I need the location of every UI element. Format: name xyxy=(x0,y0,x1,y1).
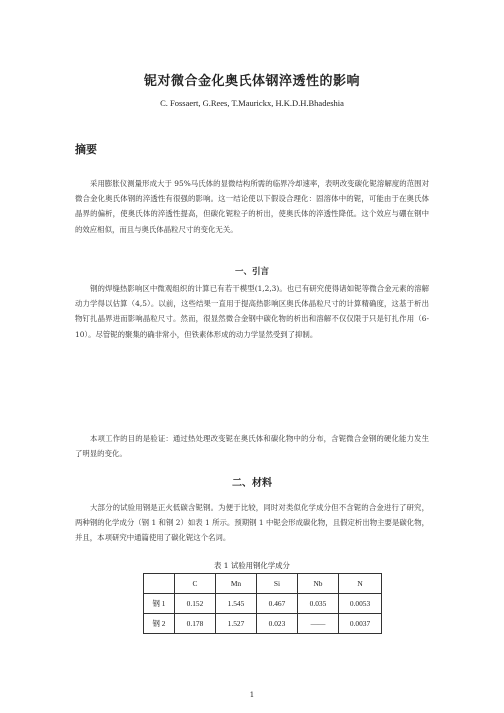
table-header-cell: Nb xyxy=(298,574,339,594)
author-list: C. Fossaert, G.Rees, T.Maurickx, H.K.D.H.Bhadeshia xyxy=(160,98,344,108)
section1-paragraph-2: 本项工作的目的是验证：通过热处理改变铌在奥氏体和碳化物中的分布，含铌微合金钢的硬化能力发生了明显的变化。 xyxy=(75,434,429,459)
table-cell: —— xyxy=(298,614,339,634)
abstract-heading: 摘要 xyxy=(75,143,97,156)
section2-paragraph: 大部分的试验用钢是正火低碳含铌钢。为便于比较，同时对类似化学成分但不含铌的合金进行了研究，两种钢的化学成分（钢 1 和钢 2）如表 1 所示。预期钢 1 中铌会形成碳化物，且假定析出物主要是碳化物，并且，本项研究中通篇使用了碳化铌这个名词。 xyxy=(75,503,429,543)
page-number: 1 xyxy=(249,691,255,699)
table-row xyxy=(144,594,382,614)
table-header-cell: C xyxy=(175,574,216,594)
table-cell: 0.152 xyxy=(175,594,216,614)
table-cell: 0.035 xyxy=(298,594,339,614)
section1-paragraph-1: 钢的焊缝热影响区中微观组织的计算已有若干模型(1,2,3)。也已有研究使得诸如铌等微合金元素的溶解动力学得以估算（4,5）。以前，这些结果一直用于提高热影响区奥氏体晶粒尺寸的计算精确度，这基于析出物钉扎晶界进而影响晶粒尺寸。然而，很显然微合金钢中碳化物的析出和溶解不仅仅限于只是钉扎作用（6-10）。尽管铌的聚集的确非常小，但铁素体形成的动力学显然受到了抑制。 xyxy=(75,284,429,339)
table-cell: 0.0037 xyxy=(339,614,382,634)
table-cell: 0.023 xyxy=(257,614,298,634)
table-header-cell xyxy=(144,574,175,594)
table-header-cell: Si xyxy=(257,574,298,594)
table-cell: 1.527 xyxy=(216,614,257,634)
table-cell: 0.0053 xyxy=(339,594,382,614)
table-cell: 钢 1 xyxy=(144,594,175,614)
table-header-cell: N xyxy=(339,574,382,594)
table-caption: 表 1 试验用钢化学成分 xyxy=(214,561,290,570)
table-cell: 1.545 xyxy=(216,594,257,614)
table-row xyxy=(144,614,382,634)
composition-table xyxy=(143,573,382,634)
section2-heading: 二、材料 xyxy=(232,478,272,489)
table-cell: 钢 2 xyxy=(144,614,175,634)
abstract-text: 采用膨胀仪测量形成大于 95%马氏体的显微结构所需的临界冷却速率，表明改变碳化铌溶解度的范围对微合金化奥氏体钢的淬透性有很强的影响。这一结论使以下假设合理化：固溶体中的铌，可能由于在奥氏体晶界的偏析，使奥氏体的淬透性提高，但碳化铌粒子的析出，使奥氏体的淬透性降低。这个效应与硼在钢中的效应相似，而且与奥氏体晶粒尺寸的变化无关。 xyxy=(75,179,429,234)
section1-heading: 一、引言 xyxy=(234,267,269,277)
table-cell: 0.178 xyxy=(175,614,216,634)
table-cell: 0.467 xyxy=(257,594,298,614)
table-header-cell: Mn xyxy=(216,574,257,594)
table-header-row xyxy=(144,574,382,594)
paper-title: 铌对微合金化奥氏体钢淬透性的影响 xyxy=(143,74,360,89)
